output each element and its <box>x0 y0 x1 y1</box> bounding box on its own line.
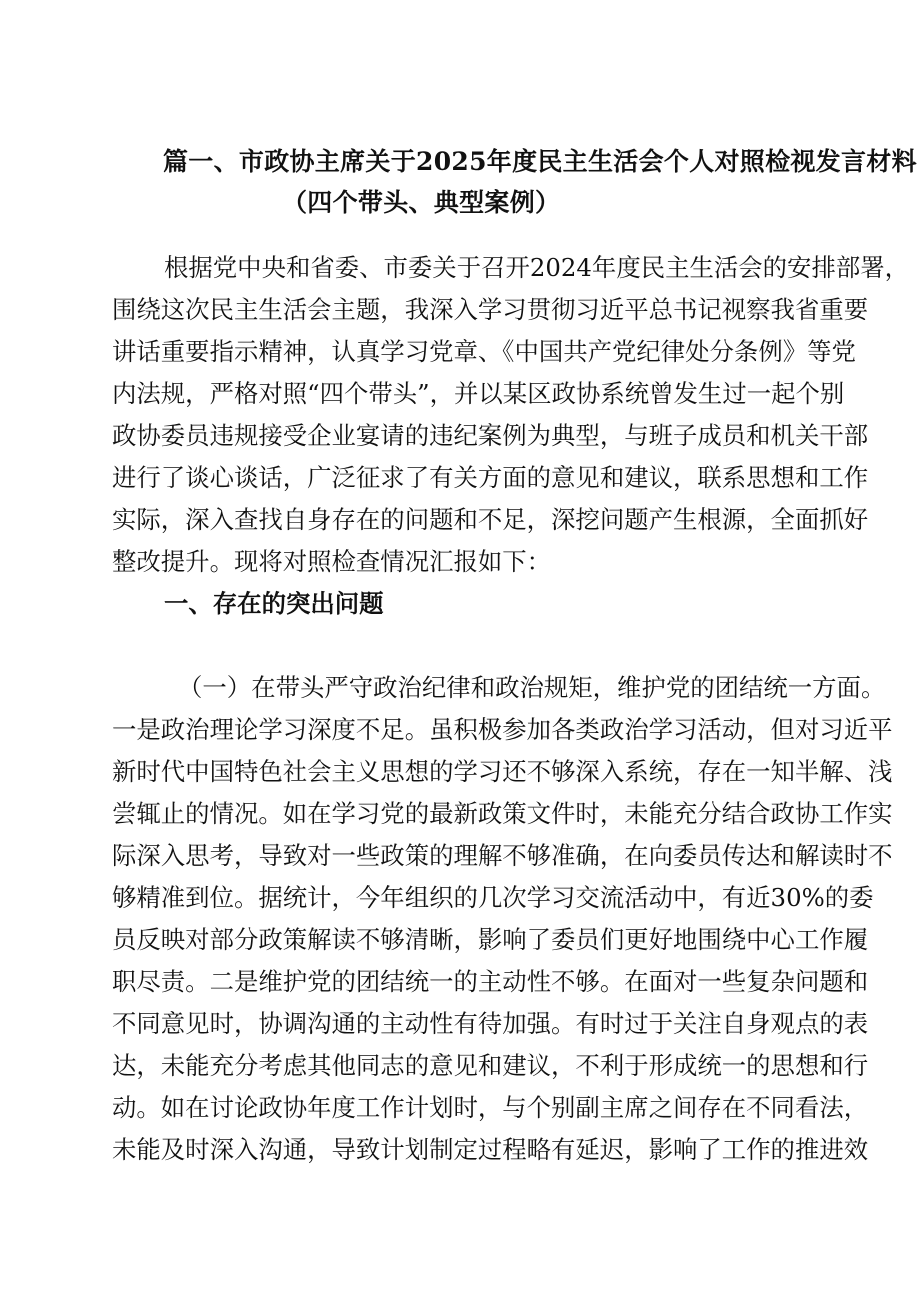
paragraph-line: （一）在带头严守政治纪律和政治规矩，维护党的团结统一方面。 <box>178 673 886 702</box>
paragraph-line: 政协委员违规接受企业宴请的违纪案例为典型，与班子成员和机关干部 <box>112 421 869 450</box>
paragraph-line: 内法规，严格对照“四个带头”，并以某区政协系统曾发生过一起个别 <box>112 379 845 408</box>
paragraph-line: 进行了谈心谈话，广泛征求了有关方面的意见和建议，联系思想和工作 <box>112 463 869 492</box>
paragraph-line: 整改提升。现将对照检查情况汇报如下： <box>112 547 552 576</box>
paragraph-line: 够精准到位。据统计，今年组织的几次学习交流活动中，有近30%的委 <box>112 883 874 912</box>
paragraph-line: 讲话重要指示精神，认真学习党章、《中国共产党纪律处分条例》等党 <box>112 337 856 366</box>
paragraph-line: 尝辄止的情况。如在学习党的最新政策文件时，未能充分结合政协工作实 <box>112 799 893 828</box>
paragraph-line: 新时代中国特色社会主义思想的学习还不够深入系统，存在一知半解、浅 <box>112 757 893 786</box>
paragraph-line: 根据党中央和省委、市委关于召开2024年度民主生活会的安排部署， <box>164 253 910 282</box>
paragraph-line: 际深入思考，导致对一些政策的理解不够准确，在向委员传达和解读时不 <box>112 841 893 870</box>
document-title: 篇一、市政协主席关于2025年度民主生活会个人对照检视发言材料 <box>163 147 917 176</box>
paragraph-line: 达，未能充分考虑其他同志的意见和建议，不利于形成统一的思想和行 <box>112 1051 869 1080</box>
paragraph-line: 动。如在讨论政协年度工作计划时，与个别副主席之间存在不同看法， <box>112 1093 869 1122</box>
paragraph-line: 不同意见时，协调沟通的主动性有待加强。有时过于关注自身观点的表 <box>112 1009 869 1038</box>
section-heading: 一、存在的突出问题 <box>164 589 384 618</box>
paragraph-line: 一是政治理论学习深度不足。虽积极参加各类政治学习活动，但对习近平 <box>112 715 893 744</box>
paragraph-line: 员反映对部分政策解读不够清晰，影响了委员们更好地围绕中心工作履 <box>112 925 869 954</box>
paragraph-line: 围绕这次民主生活会主题，我深入学习贯彻习近平总书记视察我省重要 <box>112 295 869 324</box>
paragraph-line: 职尽责。二是维护党的团结统一的主动性不够。在面对一些复杂问题和 <box>112 967 869 996</box>
document-subtitle: （四个带头、典型案例） <box>282 188 561 217</box>
paragraph-line: 实际，深入查找自身存在的问题和不足，深挖问题产生根源，全面抓好 <box>112 505 869 534</box>
paragraph-line: 未能及时深入沟通，导致计划制定过程略有延迟，影响了工作的推进效 <box>112 1135 869 1164</box>
